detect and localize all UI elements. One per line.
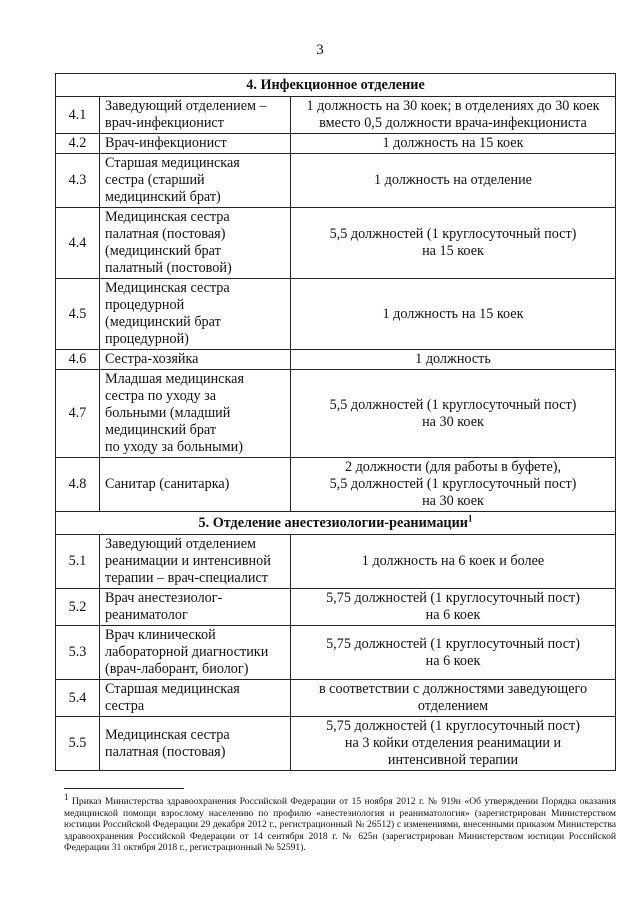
position-title [100,154,291,208]
table-row [56,458,616,512]
position-title-line: терапии – врач-специалист [105,570,269,586]
position-title-line: медицинский брат [105,422,217,438]
position-title [100,279,291,350]
position-title-line: Заведующий отделением [105,536,256,552]
table-row [56,626,616,680]
row-number: 4.1 [56,97,100,134]
position-title-line: Старшая медицинская [105,155,240,171]
staffing-norm-line: 1 должность на отделение [374,172,532,188]
staffing-norm-line: 5,5 должностей (1 круглосуточный пост) [329,396,577,413]
staffing-norm-line: 5,5 должностей (1 круглосуточный пост) [329,476,577,492]
row-number: 5.1 [56,535,100,589]
table-row [56,154,616,208]
position-title-line: сестра по уходу за [105,388,217,404]
position-title-line: Врач клинической [105,627,216,643]
staffing-norm-line: интенсивной терапии [387,752,519,768]
section-header-row [56,512,616,535]
staffing-norm-line: на 3 койки отделения реанимации и [344,735,562,751]
staffing-norm [291,350,616,370]
position-title [100,535,291,589]
table-row [56,717,616,771]
table-row [56,589,616,626]
staffing-norm-line: 5,75 должностей (1 круглосуточный пост) [326,718,580,734]
row-number: 5.3 [56,626,100,680]
row-number: 5.2 [56,589,100,626]
footnote-text: Приказ Министерства здравоохранения Российской Федерации от 15 ноября 2012 г. № 919н «Об утверждении Порядка оказания медицинской помощи взрослому населению по профилю «анестезиология и реаниматология» (зарегистрирован Министерством юстиции Российской Федерации 29 декабря 2012 г., регистрационный № 26512) с изменениями, внесенными приказом Министерства здравоохранения Российской Федерации от 14 сентября 2018 г. № 625н (зарегистрирован Министерством юстиции Российской Федерации 31 октября 2018 г., регистрационный № 52591). [64,796,616,854]
position-title-line: Младшая медицинская [105,371,244,387]
staffing-norm-line: 5,5 должностей (1 круглосуточный пост) [329,226,577,242]
staffing-norm-line: 5,75 должностей (1 круглосуточный пост) [326,635,580,652]
position-title-line: реанимации и интенсивной [105,553,271,569]
staffing-norm-line: вместо 0,5 должности врача-инфекциониста [319,115,587,131]
position-title-line: Медицинская сестра [105,280,230,296]
position-title [100,370,291,458]
footnote-ref: 1 [467,512,473,523]
row-number: 4.7 [56,370,100,458]
position-title-line: палатный (постовой) [105,260,232,276]
staffing-norm [291,626,616,680]
staffing-norm-line: 2 должности (для работы в буфете), [344,459,562,475]
position-title-line: палатная (постовая) [105,743,226,760]
position-title [100,680,291,717]
position-title-line: Медицинская сестра [105,726,230,743]
position-title-line: (медицинский брат [105,243,221,259]
staffing-norm-line: 5,75 должностей (1 круглосуточный пост) [326,590,580,606]
table-row [56,279,616,350]
staffing-table [55,73,616,771]
staffing-norm-line: в соответствии с должностями заведующего [318,681,588,697]
position-title-line: палатная (постовая) [105,226,226,242]
staffing-norm [291,589,616,626]
position-title [100,717,291,771]
table-row [56,208,616,279]
row-number: 5.5 [56,717,100,771]
table-row [56,97,616,134]
row-number: 4.5 [56,279,100,350]
section-header-row [56,74,616,97]
row-number: 4.6 [56,350,100,370]
staffing-norm-line: на 30 коек [422,493,484,509]
position-title-line: Заведующий отделением – [105,98,267,114]
staffing-norm-line: отделением [417,698,489,714]
staffing-norm-line: на 6 коек [425,607,481,623]
section-header [56,74,616,97]
staffing-norm [291,97,616,134]
staffing-norm [291,370,616,458]
staffing-norm [291,535,616,589]
row-number: 4.2 [56,134,100,154]
position-title-line: (медицинский брат [105,314,221,330]
row-number: 4.4 [56,208,100,279]
position-title-line: лабораторной диагностики [105,644,269,660]
position-title [100,134,291,154]
footnote [64,791,616,854]
position-title [100,208,291,279]
table-row [56,370,616,458]
position-title-line: сестра [105,698,145,714]
position-title [100,350,291,370]
footnote-mark: 1 [64,791,69,802]
position-title-line: (врач-лаборант, биолог) [105,661,249,677]
position-title-line: врач-инфекционист [105,115,224,131]
position-title-line: реаниматолог [105,607,188,623]
staffing-norm-line: 1 должность на 15 коек [382,305,524,322]
staffing-norm-line: 1 должность [415,351,491,367]
position-title [100,97,291,134]
footnote-divider [64,788,184,789]
table-row [56,350,616,370]
position-title-line: сестра (старший [105,172,205,188]
staffing-norm [291,680,616,717]
position-title-line: медицинский брат) [105,189,221,205]
section-header [56,512,616,535]
position-title [100,626,291,680]
table-row [56,535,616,589]
staffing-norm-line: 1 должность на 30 коек; в отделениях до 30 коек [306,98,600,114]
staffing-norm-line: 1 должность на 15 коек [382,135,524,151]
staffing-norm [291,717,616,771]
row-number: 4.3 [56,154,100,208]
page-number: 3 [316,42,324,58]
position-title-line: Санитар (санитарка) [105,476,230,492]
position-title-line: по уходу за больными) [105,439,243,455]
staffing-norm-line: на 30 коек [422,413,484,430]
row-number: 4.8 [56,458,100,512]
staffing-norm [291,134,616,154]
position-title-line: процедурной [105,297,185,313]
position-title-line: Врач-инфекционист [105,135,227,151]
staffing-norm-line: на 15 коек [422,243,484,259]
position-title-line: процедурной) [105,331,189,347]
position-title-line: больными (младший [105,405,231,421]
section-title: 4. Инфекционное отделение [246,76,425,93]
row-number: 5.4 [56,680,100,717]
staffing-norm-line: 1 должность на 6 коек и более [361,553,545,569]
position-title [100,589,291,626]
staffing-norm [291,279,616,350]
position-title-line: Сестра-хозяйка [105,351,199,367]
staffing-norm [291,208,616,279]
position-title-line: Старшая медицинская [105,681,240,697]
staffing-norm-line: на 6 коек [425,652,481,669]
staffing-norm [291,458,616,512]
table-row [56,680,616,717]
section-title: 5. Отделение анестезиологии-реанимации [198,514,468,531]
position-title-line: Медицинская сестра [105,209,230,225]
staffing-norm [291,154,616,208]
table-row [56,134,616,154]
position-title [100,458,291,512]
position-title-line: Врач анестезиолог- [105,590,223,606]
